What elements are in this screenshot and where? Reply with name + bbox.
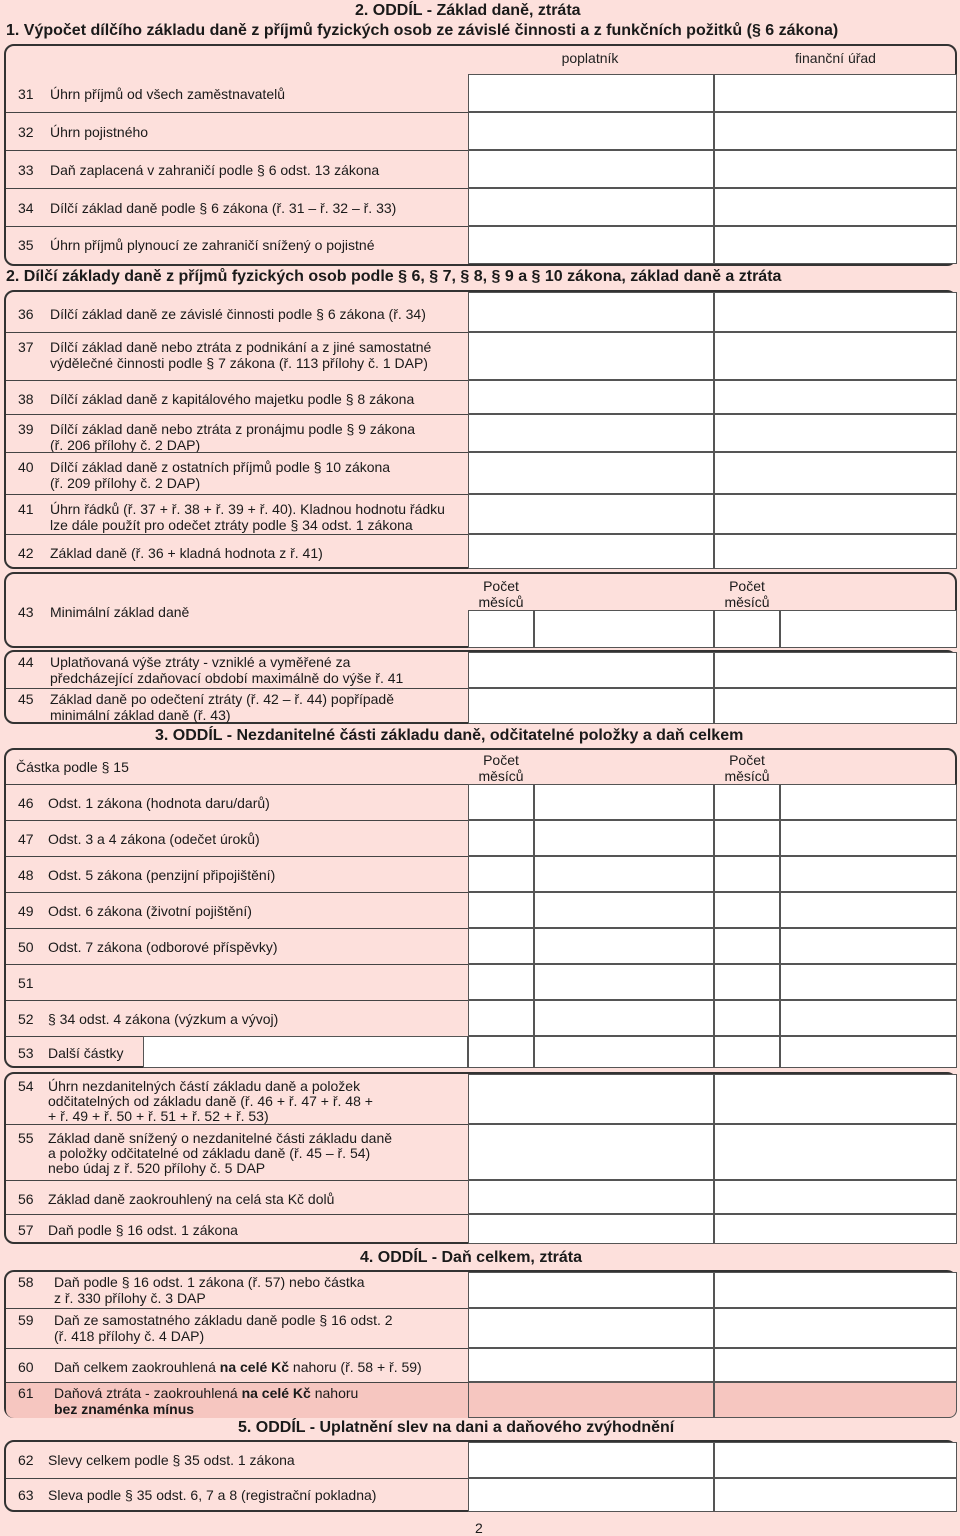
row-label: Odst. 5 zákona (penzijní připojištění) — [48, 867, 276, 883]
row-number: 59 — [18, 1312, 34, 1328]
input-50-months-poplatnik[interactable] — [468, 928, 534, 964]
input-52-urad[interactable] — [780, 1000, 957, 1036]
row-number: 63 — [18, 1487, 34, 1503]
row-label: Odst. 6 zákona (životní pojištění) — [48, 903, 252, 919]
input-48-months-poplatnik[interactable] — [468, 856, 534, 892]
input-33-urad[interactable] — [714, 150, 957, 188]
row-label-part: Daň celkem zaokrouhlená — [54, 1359, 220, 1375]
block-c — [4, 650, 957, 724]
input-57-poplatnik[interactable] — [468, 1214, 714, 1244]
row-number: 62 — [18, 1452, 34, 1468]
row-label-2: minimální základ daně (ř. 43) — [50, 707, 231, 723]
row-label: Dílčí základ daně z ostatních příjmů podle § 10 zákona — [50, 459, 391, 475]
row-label-2: odčitatelných od základu daně (ř. 46 + ř. 47 + ř. 48 + — [48, 1093, 373, 1109]
input-62-poplatnik[interactable] — [468, 1442, 714, 1478]
row-label: Základ daně po odečtení ztráty (ř. 42 – ř. 44) popřípadě — [50, 691, 394, 707]
input-52-months-poplatnik[interactable] — [468, 1000, 534, 1036]
months-header-line1: Počet — [729, 752, 765, 768]
row-number: 42 — [18, 545, 34, 561]
row-label: Základ daně snížený o nezdanitelné části základu daně — [48, 1130, 393, 1146]
input-51-urad[interactable] — [780, 964, 957, 1000]
castka-label: Částka podle § 15 — [16, 759, 129, 775]
input-58-urad[interactable] — [714, 1272, 957, 1308]
months-header-line1: Počet — [483, 752, 519, 768]
part2-title: 2. Dílčí základy daně z příjmů fyzických osob podle § 6, § 7, § 8, § 9 a § 10 zákona, základ daně a ztráta — [6, 268, 782, 285]
input-53-months-urad[interactable] — [714, 1036, 780, 1068]
input-31-poplatnik[interactable] — [468, 74, 714, 112]
input-31-urad[interactable] — [714, 74, 957, 112]
input-63-urad[interactable] — [714, 1478, 957, 1512]
col-poplatnik-header: poplatník — [561, 50, 619, 66]
months-header-line2: měsíců — [478, 768, 524, 784]
months-header-urad — [714, 578, 780, 610]
row-label-2: (ř. 206 přílohy č. 2 DAP) — [50, 437, 201, 453]
input-48-poplatnik[interactable] — [534, 856, 714, 892]
months-header-poplatnik — [468, 752, 534, 784]
row-number: 44 — [18, 654, 34, 670]
input-43-urad[interactable] — [780, 610, 957, 648]
row-label-2: předcházející zdaňovací období maximálně do výše ř. 41 — [50, 670, 404, 686]
input-39-urad[interactable] — [714, 414, 957, 452]
input-50-months-urad[interactable] — [714, 928, 780, 964]
input-60-urad[interactable] — [714, 1348, 957, 1382]
page-number: 2 — [475, 1520, 483, 1536]
section2-title: 2. ODDÍL - Základ daně, ztráta — [355, 2, 581, 19]
row-number: 37 — [18, 339, 34, 355]
row-number: 60 — [18, 1359, 34, 1375]
input-49-months-poplatnik[interactable] — [468, 892, 534, 928]
input-46-poplatnik[interactable] — [534, 784, 714, 820]
input-43-poplatnik[interactable] — [534, 610, 714, 648]
input-32-urad[interactable] — [714, 112, 957, 150]
row-label: Úhrn příjmů plynoucí ze zahraničí snížený o pojistné — [50, 237, 375, 253]
block-f — [4, 1270, 957, 1418]
row-number: 31 — [18, 86, 34, 102]
row-label: Dílčí základ daně ze závislé činnosti podle § 6 zákona (ř. 34) — [50, 306, 426, 322]
row-label-3: + ř. 49 + ř. 50 + ř. 51 + ř. 52 + ř. 53) — [48, 1108, 269, 1124]
row-label: Dílčí základ daně podle § 6 zákona (ř. 31 – ř. 32 – ř. 33) — [50, 200, 397, 216]
input-40-poplatnik[interactable] — [468, 452, 714, 494]
input-37-poplatnik[interactable] — [468, 332, 714, 380]
section3-title: 3. ODDÍL - Nezdanitelné části základu daně, odčitatelné položky a daň celkem — [155, 727, 744, 744]
row-label: Odst. 3 a 4 zákona (odečet úroků) — [48, 831, 260, 847]
row-label — [54, 1359, 422, 1375]
input-46-months-urad[interactable] — [714, 784, 780, 820]
row-label: Úhrn nezdanitelných částí základu daně a položek — [48, 1078, 361, 1094]
input-51-months-urad[interactable] — [714, 964, 780, 1000]
input-56-poplatnik[interactable] — [468, 1180, 714, 1214]
input-37-urad[interactable] — [714, 332, 957, 380]
input-34-urad[interactable] — [714, 188, 957, 226]
input-44-urad[interactable] — [714, 652, 957, 688]
input-45-urad[interactable] — [714, 688, 957, 724]
row-label-2: (ř. 209 přílohy č. 2 DAP) — [50, 475, 201, 491]
input-46-months-poplatnik[interactable] — [468, 784, 534, 820]
input-35-poplatnik[interactable] — [468, 226, 714, 264]
row-number: 48 — [18, 867, 34, 883]
input-51-poplatnik[interactable] — [534, 964, 714, 1000]
input-43-months-poplatnik[interactable] — [468, 610, 534, 648]
row-label: § 34 odst. 4 zákona (výzkum a vývoj) — [48, 1011, 279, 1027]
row-label: Dílčí základ daně nebo ztráta z podnikání a z jiné samostatné — [50, 339, 432, 355]
row-label: Daň podle § 16 odst. 1 zákona (ř. 57) nebo částka — [54, 1274, 365, 1290]
input-53-months-poplatnik[interactable] — [468, 1036, 534, 1068]
row-label-2: z ř. 330 přílohy č. 3 DAP — [54, 1290, 206, 1306]
input-41-urad[interactable] — [714, 494, 957, 534]
row-number: 36 — [18, 306, 34, 322]
part1-title: 1. Výpočet dílčího základu daně z příjmů fyzických osob ze závislé činnosti a z funkčních požitků (§ 6 zákona) — [6, 22, 839, 39]
row-number: 61 — [18, 1385, 34, 1401]
row-label-2: a položky odčitatelné od základu daně (ř. 45 – ř. 54) — [48, 1145, 371, 1161]
row-label: Úhrn pojistného — [50, 124, 149, 140]
input-51-months-poplatnik[interactable] — [468, 964, 534, 1000]
row-label: Daň ze samostatného základu daně podle § 16 odst. 2 — [54, 1312, 393, 1328]
row-number: 43 — [18, 604, 34, 620]
input-58-poplatnik[interactable] — [468, 1272, 714, 1308]
row-label: Úhrn řádků (ř. 37 + ř. 38 + ř. 39 + ř. 40). Kladnou hodnotu řádku — [50, 501, 445, 517]
input-52-poplatnik[interactable] — [534, 1000, 714, 1036]
input-48-urad[interactable] — [780, 856, 957, 892]
input-32-poplatnik[interactable] — [468, 112, 714, 150]
row-number: 38 — [18, 391, 34, 407]
months-header-line1: Počet — [483, 578, 519, 594]
row-number: 35 — [18, 237, 34, 253]
input-54-poplatnik[interactable] — [468, 1074, 714, 1124]
row-number: 50 — [18, 939, 34, 955]
input-50-urad[interactable] — [780, 928, 957, 964]
input-36-poplatnik[interactable] — [468, 292, 714, 332]
input-61-poplatnik[interactable] — [468, 1382, 714, 1418]
col-urad-header: finanční úřad — [795, 50, 876, 66]
row-number: 39 — [18, 421, 34, 437]
block-e — [4, 1072, 957, 1244]
input-36-urad[interactable] — [714, 292, 957, 332]
row-label: Základ daně (ř. 36 + kladná hodnota z ř. 41) — [50, 545, 323, 561]
row-number: 47 — [18, 831, 34, 847]
row-number: 33 — [18, 162, 34, 178]
block-43 — [4, 572, 957, 648]
input-42-urad[interactable] — [714, 534, 957, 569]
input-59-urad[interactable] — [714, 1308, 957, 1348]
input-35-urad[interactable] — [714, 226, 957, 264]
input-47-poplatnik[interactable] — [534, 820, 714, 856]
input-34-poplatnik[interactable] — [468, 188, 714, 226]
input-52-months-urad[interactable] — [714, 1000, 780, 1036]
row-number: 40 — [18, 459, 34, 475]
input-44-poplatnik[interactable] — [468, 652, 714, 688]
months-header-line2: měsíců — [478, 594, 524, 610]
row-label-2: bez znaménka mínus — [54, 1401, 195, 1417]
input-47-months-urad[interactable] — [714, 820, 780, 856]
row-label: Odst. 7 zákona (odborové příspěvky) — [48, 939, 278, 955]
months-header-urad — [714, 752, 780, 784]
row-number: 58 — [18, 1274, 34, 1290]
block-a — [4, 44, 957, 266]
row-number: 45 — [18, 691, 34, 707]
row-number: 41 — [18, 501, 34, 517]
input-46-urad[interactable] — [780, 784, 957, 820]
section4-title: 4. ODDÍL - Daň celkem, ztráta — [360, 1249, 582, 1266]
row-label-3: nebo údaj z ř. 520 přílohy č. 5 DAP — [48, 1160, 266, 1176]
input-57-urad[interactable] — [714, 1214, 957, 1244]
input-49-urad[interactable] — [780, 892, 957, 928]
block-b — [4, 290, 957, 569]
input-43-months-urad[interactable] — [714, 610, 780, 648]
input-45-poplatnik[interactable] — [468, 688, 714, 724]
input-47-months-poplatnik[interactable] — [468, 820, 534, 856]
row-number: 57 — [18, 1222, 34, 1238]
row-label-part: nahoru (ř. 58 + ř. 59) — [289, 1359, 422, 1375]
input-63-poplatnik[interactable] — [468, 1478, 714, 1512]
input-33-poplatnik[interactable] — [468, 150, 714, 188]
months-header-line2: měsíců — [724, 594, 770, 610]
section5-title: 5. ODDÍL - Uplatnění slev na dani a daňového zvýhodnění — [238, 1419, 675, 1436]
input-55-urad[interactable] — [714, 1124, 957, 1180]
row-label-part: Daňová ztráta - zaokrouhlená — [54, 1385, 242, 1401]
row-label: Sleva podle § 35 odst. 6, 7 a 8 (registrační pokladna) — [48, 1487, 377, 1503]
input-47-urad[interactable] — [780, 820, 957, 856]
row-label: Dílčí základ daně nebo ztráta z pronájmu podle § 9 zákona — [50, 421, 416, 437]
input-49-poplatnik[interactable] — [534, 892, 714, 928]
row-label: Daň zaplacená v zahraničí podle § 6 odst. 13 zákona — [50, 162, 380, 178]
row-number: 46 — [18, 795, 34, 811]
input-50-poplatnik[interactable] — [534, 928, 714, 964]
input-60-poplatnik[interactable] — [468, 1348, 714, 1382]
row-number: 54 — [18, 1078, 34, 1094]
row-number: 55 — [18, 1130, 34, 1146]
input-61-urad[interactable] — [714, 1382, 957, 1418]
input-53-poplatnik[interactable] — [534, 1036, 714, 1068]
row-label-2: (ř. 418 přílohy č. 4 DAP) — [54, 1328, 205, 1344]
row-label-2: výdělečné činnosti podle § 7 zákona (ř. 113 přílohy č. 1 DAP) — [50, 355, 428, 371]
row-label: Dílčí základ daně z kapitálového majetku podle § 8 zákona — [50, 391, 415, 407]
input-48-months-urad[interactable] — [714, 856, 780, 892]
row-label-2: lze dále použít pro odečet ztráty podle § 34 odst. 1 zákona — [50, 517, 413, 533]
input-56-urad[interactable] — [714, 1180, 957, 1214]
row-label: Daň podle § 16 odst. 1 zákona — [48, 1222, 238, 1238]
input-62-urad[interactable] — [714, 1442, 957, 1478]
row-number: 53 — [18, 1045, 34, 1061]
input-55-poplatnik[interactable] — [468, 1124, 714, 1180]
row-number: 52 — [18, 1011, 34, 1027]
row-label: Minimální základ daně — [50, 604, 190, 620]
row-label: Uplatňovaná výše ztráty - vzniklé a vyměřené za — [50, 654, 351, 670]
row-label: Základ daně zaokrouhlený na celá sta Kč dolů — [48, 1191, 335, 1207]
row-label: Slevy celkem podle § 35 odst. 1 zákona — [48, 1452, 295, 1468]
row-number: 34 — [18, 200, 34, 216]
row-number: 32 — [18, 124, 34, 140]
row-label: Odst. 1 zákona (hodnota daru/darů) — [48, 795, 270, 811]
row-number: 51 — [18, 975, 34, 991]
row-label-bold: na celé Kč — [241, 1385, 311, 1401]
block-g — [4, 1440, 957, 1512]
row-label — [54, 1385, 358, 1401]
input-38-urad[interactable] — [714, 380, 957, 414]
row-number: 49 — [18, 903, 34, 919]
input-41-poplatnik[interactable] — [468, 494, 714, 534]
row-number: 56 — [18, 1191, 34, 1207]
input-38-poplatnik[interactable] — [468, 380, 714, 414]
input-59-poplatnik[interactable] — [468, 1308, 714, 1348]
input-49-months-urad[interactable] — [714, 892, 780, 928]
input-54-urad[interactable] — [714, 1074, 957, 1124]
block-d — [4, 748, 957, 1068]
input-40-urad[interactable] — [714, 452, 957, 494]
input-39-poplatnik[interactable] — [468, 414, 714, 452]
input-53-urad[interactable] — [780, 1036, 957, 1068]
input-42-poplatnik[interactable] — [468, 534, 714, 569]
months-header-line2: měsíců — [724, 768, 770, 784]
input-53-description[interactable] — [143, 1036, 468, 1068]
row-label: Další částky — [48, 1045, 124, 1061]
row-label-bold: na celé Kč — [219, 1359, 290, 1375]
row-label: Úhrn příjmů od všech zaměstnavatelů — [50, 86, 285, 102]
months-header-line1: Počet — [729, 578, 765, 594]
months-header-poplatnik — [468, 578, 534, 610]
row-label-part: nahoru — [310, 1385, 359, 1401]
